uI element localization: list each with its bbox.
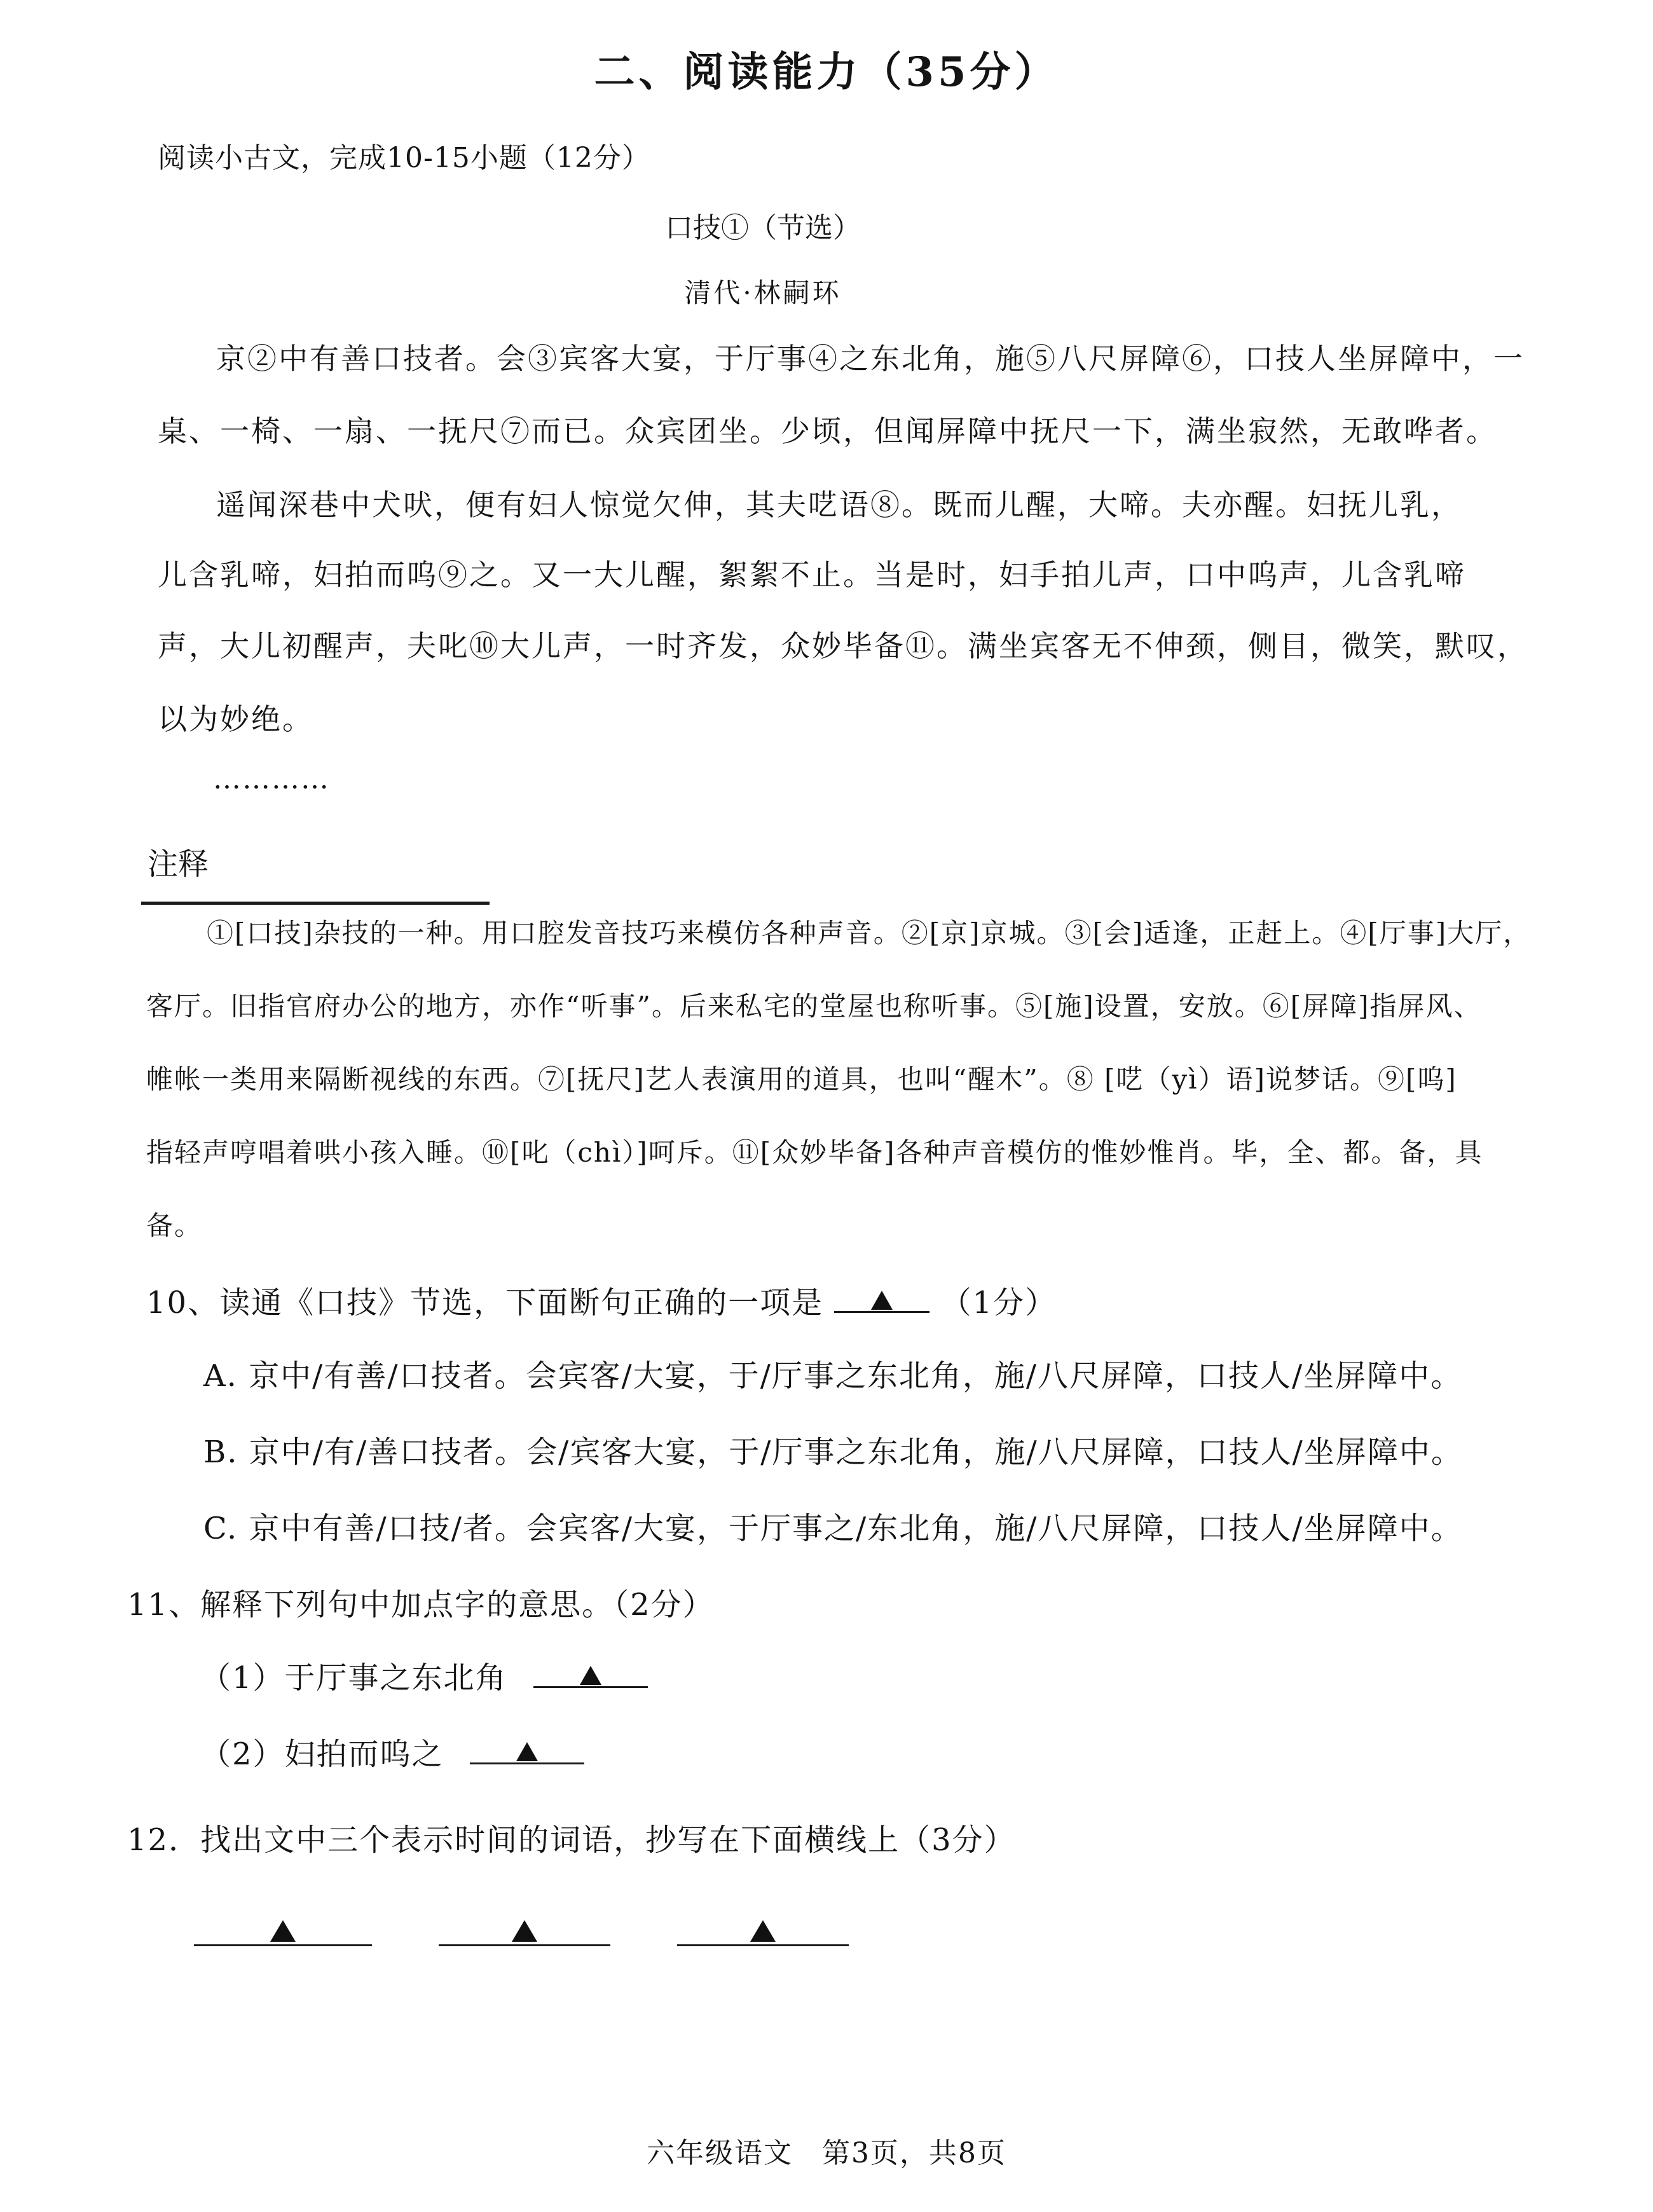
triangle-marker-icon [270, 1920, 296, 1942]
question-10-stem: 10、读通《口技》节选，下面断句正确的一项是 [146, 1285, 824, 1321]
note-line: 指轻声哼唱着哄小孩入睡。⑩[叱（chì）]呵斥。⑪[众妙毕备]各种声音模仿的惟妙惟肖。毕，全、都。备，具 [146, 1137, 1483, 1168]
question-11-item-text: （2）妇拍而呜之 [200, 1736, 444, 1772]
passage-line: 儿含乳啼，妇拍而呜⑨之。又一大儿醒，絮絮不止。当是时，妇手拍儿声，口中呜声，儿含乳啼 [158, 558, 1466, 592]
passage-line: 遥闻深巷中犬吠，便有妇人惊觉欠伸，其夫呓语⑧。既而儿醒，大啼。夫亦醒。妇抚儿乳， [216, 488, 1462, 522]
question-10-option-a: A. 京中/有善/口技者。会宾客/大宴，于/厅事之东北角，施/八尺屏障，口技人/坐屏障中。 [203, 1358, 1463, 1394]
triangle-marker-icon [871, 1291, 893, 1310]
answer-blank-2[interactable] [439, 1907, 610, 1946]
notes-divider [141, 902, 490, 905]
passage-author: 清代·林嗣环 [684, 277, 842, 308]
question-11-item-2 [200, 1729, 584, 1773]
note-line: 备。 [146, 1210, 203, 1241]
answer-blank-3[interactable] [677, 1907, 849, 1946]
question-12-stem: 12．找出文中三个表示时间的词语，抄写在下面横线上（3分） [127, 1822, 1016, 1858]
section-title: 二、阅读能力（35分） [594, 48, 1059, 96]
passage-line: 以为妙绝。 [158, 702, 313, 736]
question-11-item-1 [200, 1653, 648, 1697]
triangle-marker-icon [512, 1920, 537, 1942]
question-10-option-c: C. 京中有善/口技/者。会宾客/大宴，于厅事之/东北角，施/八尺屏障，口技人/坐屏障中。 [203, 1511, 1463, 1546]
passage-line: 声，大儿初醒声，夫叱⑩大儿声，一时齐发，众妙毕备⑪。满坐宾客无不伸颈，侧目，微笑，默叹， [158, 629, 1528, 663]
triangle-marker-icon [516, 1742, 538, 1761]
page-footer: 六年级语文 第3页，共8页 [647, 2137, 1006, 2169]
note-line: ①[口技]杂技的一种。用口腔发音技巧来模仿各种声音。②[京]京城。③[会]适逢，正赶上。④[厅事]大厅， [207, 917, 1532, 949]
answer-blank-1[interactable] [194, 1907, 372, 1946]
reading-instruction: 阅读小古文，完成10-15小题（12分） [158, 142, 650, 174]
note-line: 帷帐一类用来隔断视线的东西。⑦[抚尺]艺人表演用的道具，也叫“醒木”。⑧ [呓（yì）语]说梦话。⑨[呜] [146, 1064, 1457, 1095]
notes-heading: 注释 [147, 846, 209, 882]
question-10-option-b: B. 京中/有/善口技者。会/宾客大宴，于/厅事之东北角，施/八尺屏障，口技人/坐屏障中。 [203, 1434, 1463, 1470]
note-line: 客厅。旧指官府办公的地方，亦作“听事”。后来私宅的堂屋也称听事。⑤[施]设置，安放。⑥[屏障]指屏风、 [146, 991, 1482, 1022]
answer-blank[interactable] [470, 1737, 584, 1764]
question-10 [146, 1278, 1057, 1322]
question-11-item-text: （1）于厅事之东北角 [200, 1660, 507, 1696]
answer-blank[interactable] [834, 1286, 929, 1313]
triangle-marker-icon [750, 1920, 776, 1942]
question-10-points: （1分） [940, 1285, 1057, 1321]
triangle-marker-icon [580, 1666, 601, 1685]
passage-line: 桌、一椅、一扇、一抚尺⑦而已。众宾团坐。少顷，但闻屏障中抚尺一下，满坐寂然，无敢哗者。 [158, 414, 1497, 448]
passage-ellipsis: ………… [213, 763, 330, 795]
passage-line: 京②中有善口技者。会③宾客大宴，于厅事④之东北角，施⑤八尺屏障⑥，口技人坐屏障中，一 [216, 341, 1525, 376]
question-11-stem: 11、解释下列句中加点字的意思。（2分） [127, 1587, 715, 1623]
answer-blank[interactable] [533, 1661, 648, 1688]
passage-title: 口技①（节选） [665, 212, 861, 244]
